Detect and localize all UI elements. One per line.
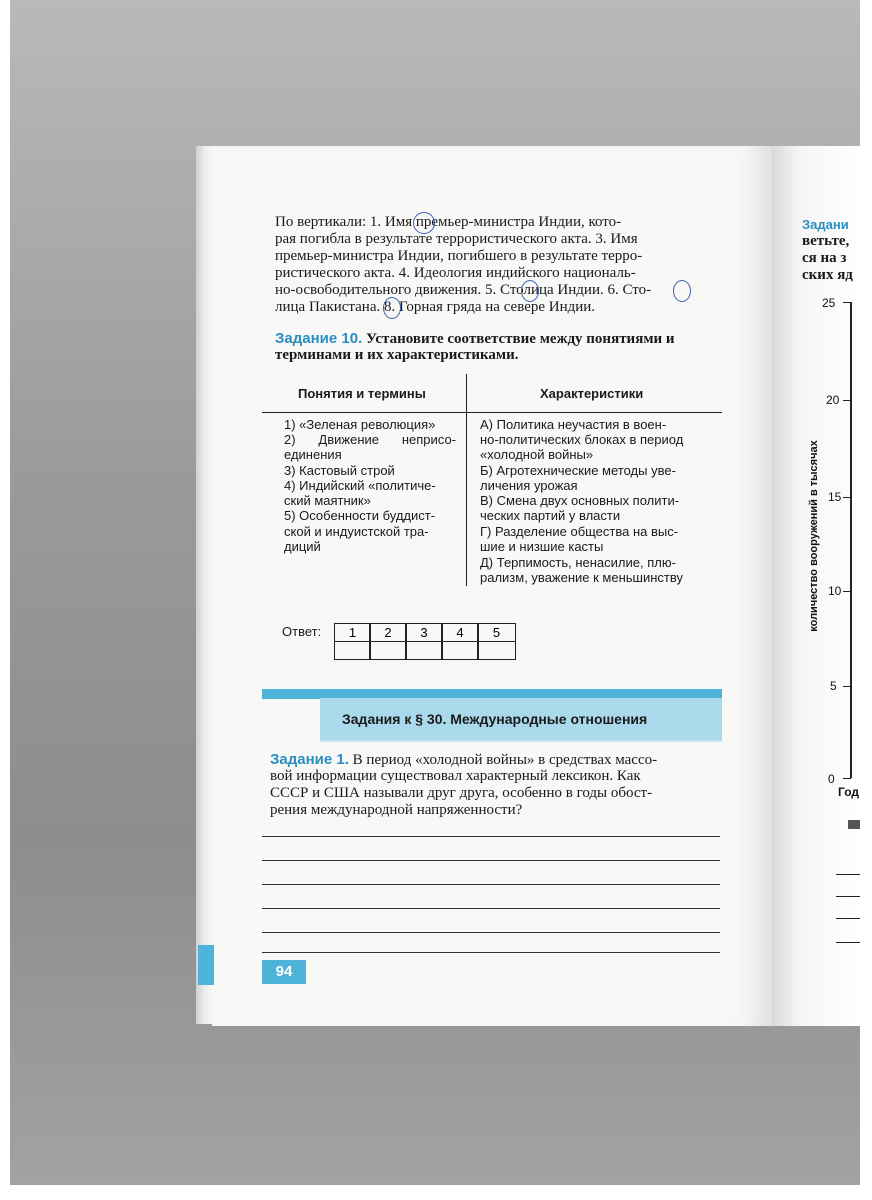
right-answer-line (836, 918, 860, 919)
term-item: диций (284, 539, 321, 554)
answer-line[interactable] (262, 884, 720, 885)
task10-text-2: терминами и их характеристиками. (275, 347, 519, 363)
clue-line-2: рая погибла в результате террористического акта. 3. Имя (275, 231, 638, 247)
right-answer-line (836, 942, 860, 943)
right-page-heading-fragment: Задани (802, 217, 849, 232)
clue-line-6: лица Пакистана. 8. Горная гряда на севере Индии. (275, 299, 596, 315)
y-tick (843, 686, 851, 687)
term-item: единения (284, 447, 342, 462)
handwritten-circle (673, 280, 691, 302)
characteristic-item: А) Политика неучастия в воен- (480, 417, 667, 432)
term-item: 4) Индийский «политиче- (284, 478, 436, 493)
term-item: ский маятник» (284, 493, 371, 508)
handwritten-circle (413, 212, 435, 234)
scan-margin-right (860, 0, 872, 1200)
characteristic-item: шие и низшие касты (480, 539, 604, 554)
y-axis-line (850, 302, 852, 778)
right-answer-line (836, 874, 860, 875)
answer-header-cell: 1 (334, 623, 371, 642)
y-tick-label: 20 (826, 393, 840, 407)
page-number: 94 (262, 960, 306, 984)
y-tick-label: 0 (828, 772, 835, 786)
task1-line-2: вой информации существовал характерный лексикон. Как (270, 768, 641, 784)
table-header-terms: Понятия и термины (298, 386, 426, 401)
characteristic-item: Д) Терпимость, ненасилие, плю- (480, 555, 676, 570)
characteristic-item: но-политических блоках в период (480, 432, 684, 447)
term-item: 1) «Зеленая революция» (284, 417, 436, 432)
right-page-text-fragment: ских яд (802, 267, 853, 283)
term-item: 3) Кастовый строй (284, 463, 395, 478)
characteristic-item: ческих партий у власти (480, 508, 621, 523)
y-tick-label: 25 (822, 296, 836, 310)
term-item: ской и индуистской тра- (284, 524, 429, 539)
section-heading-box (320, 698, 722, 740)
task1-text: В период «холодной войны» в средствах массо- (352, 752, 658, 768)
answer-label: Ответ: (282, 624, 322, 639)
characteristic-item: личения урожая (480, 478, 578, 493)
task10-heading (275, 330, 675, 348)
right-answer-line (836, 896, 860, 897)
answer-line[interactable] (262, 932, 720, 933)
answer-input-cell[interactable] (405, 641, 443, 660)
y-tick (843, 591, 851, 592)
y-tick-label: 15 (828, 490, 842, 504)
characteristic-item: В) Смена двух основных полити- (480, 493, 680, 508)
characteristic-item: рализм, уважение к меньшинству (480, 570, 683, 585)
y-tick-label: 5 (830, 679, 837, 693)
y-tick-label: 10 (828, 584, 842, 598)
characteristic-item: Б) Агротехнические методы уве- (480, 463, 676, 478)
answer-input-cell[interactable] (477, 641, 516, 660)
answer-header-cell: 5 (477, 623, 516, 642)
x-axis-label: Год (838, 785, 859, 799)
answer-line[interactable] (262, 860, 720, 861)
answer-input-cell[interactable] (369, 641, 407, 660)
scan-margin-bottom (0, 1185, 872, 1200)
task1-line-4: рения международной напряженности? (270, 802, 523, 818)
answer-input-cell[interactable] (441, 641, 479, 660)
task1-line-1 (270, 751, 657, 769)
answer-header-cell: 3 (405, 623, 443, 642)
task1-label: Задание 1. (270, 751, 349, 768)
y-axis-title: количество вооружений в тысячах (808, 440, 820, 632)
right-page-text-fragment: ветьте, (802, 233, 850, 249)
answer-line[interactable] (262, 908, 720, 909)
page-edge-tab (198, 945, 214, 985)
y-tick (843, 302, 851, 303)
answer-input-cell[interactable] (334, 641, 371, 660)
characteristic-item: «холодной войны» (480, 447, 594, 462)
table-header-characteristics: Характеристики (540, 386, 644, 401)
table-header-rule (262, 412, 722, 413)
scan-margin-left (0, 0, 10, 1200)
right-page-text-fragment: ся на з (802, 250, 847, 266)
term-item: 5) Особенности буддист- (284, 508, 436, 523)
table-column-rule (466, 374, 467, 586)
clue-line-4: ристического акта. 4. Идеология индийского националь- (275, 265, 636, 281)
characteristic-item: Г) Разделение общества на выс- (480, 524, 679, 539)
y-tick (843, 400, 851, 401)
term-item: 2) Движение неприсо- (284, 432, 456, 447)
clue-line-5: но-освободительного движения. 5. Столица Индии. 6. Сто- (275, 282, 652, 298)
y-tick (843, 497, 851, 498)
handwritten-circle (521, 280, 539, 302)
answer-header-cell: 4 (441, 623, 479, 642)
clue-line-3: премьер-министра Индии, погибшего в результате терро- (275, 248, 643, 264)
answer-line[interactable] (262, 836, 720, 837)
clue-line-1: По вертикали: 1. Имя премьер-министра Индии, кото- (275, 214, 622, 230)
task10-text-1: Установите соответствие между понятиями и (366, 331, 675, 347)
answer-header-cell: 2 (369, 623, 407, 642)
answer-line[interactable] (262, 952, 720, 953)
legend-swatch (848, 820, 860, 829)
task10-label: Задание 10. (275, 330, 363, 347)
task1-line-3: СССР и США называли друг друга, особенно в годы обост- (270, 785, 653, 801)
section-title: Задания к § 30. Международные отношения (342, 711, 648, 727)
handwritten-circle (383, 297, 401, 319)
y-tick (843, 778, 851, 779)
